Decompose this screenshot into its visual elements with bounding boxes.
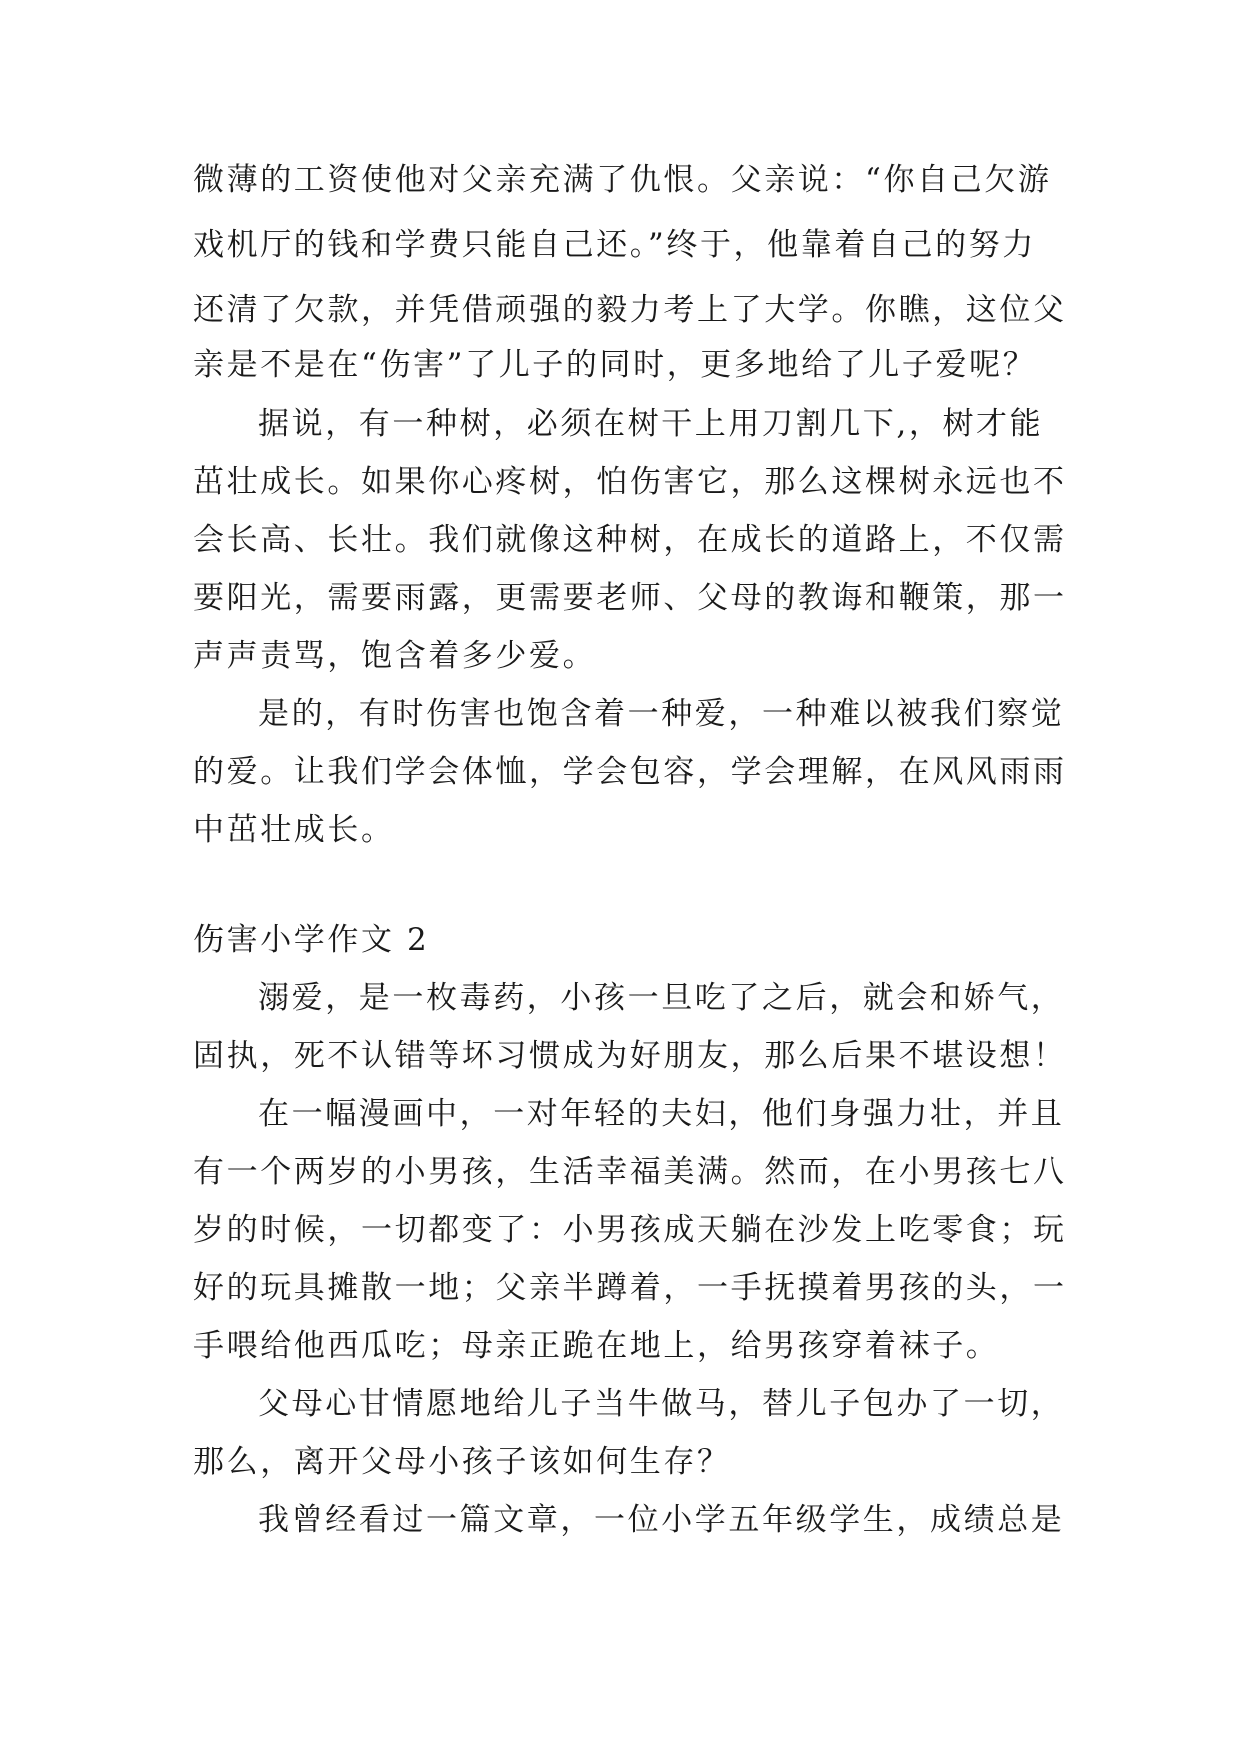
text-line: 还清了欠款，并凭借顽强的毅力考上了大学。你瞧，这位父 [193,292,1067,328]
text-line: 中茁壮成长。 [193,812,395,848]
text-line: 声声责骂，饱含着多少爱。 [193,638,597,674]
text-line: 岁的时候，一切都变了：小男孩成天躺在沙发上吃零食；玩 [193,1212,1067,1248]
text-line: 那么，离开父母小孩子该如何生存？ [193,1444,731,1480]
text-line: 亲是不是在“伤害”了儿子的同时，更多地给了儿子爱呢？ [193,347,1037,383]
text-line: 手喂给他西瓜吃；母亲正跪在地上，给男孩穿着袜子。 [193,1328,1000,1364]
paragraph-first-line: 我曾经看过一篇文章，一位小学五年级学生，成绩总是 [258,1502,1065,1538]
section-heading: 伤害小学作文 2 [193,922,430,958]
text-line: 好的玩具摊散一地；父亲半蹲着，一手抚摸着男孩的头，一 [193,1270,1067,1306]
text-line: 固执，死不认错等坏习惯成为好朋友，那么后果不堪设想！ [193,1038,1067,1074]
text-line: 戏机厅的钱和学费只能自己还。”终于，他靠着自己的努力 [193,227,1036,263]
text-line: 有一个两岁的小男孩，生活幸福美满。然而，在小男孩七八 [193,1154,1067,1190]
text-line: 要阳光，需要雨露，更需要老师、父母的教诲和鞭策，那一 [193,580,1067,616]
paragraph-first-line: 据说，有一种树，必须在树干上用刀割几下,，树才能 [258,406,1044,442]
paragraph-first-line: 溺爱，是一枚毒药，小孩一旦吃了之后，就会和娇气， [258,980,1065,1016]
paragraph-first-line: 父母心甘情愿地给儿子当牛做马，替儿子包办了一切， [258,1386,1065,1422]
paragraph-first-line: 在一幅漫画中，一对年轻的夫妇，他们身强力壮，并且 [258,1096,1065,1132]
text-line: 的爱。让我们学会体恤，学会包容，学会理解，在风风雨雨 [193,754,1067,790]
text-line: 茁壮成长。如果你心疼树，怕伤害它，那么这棵树永远也不 [193,464,1067,500]
paragraph-first-line: 是的，有时伤害也饱含着一种爱，一种难以被我们察觉 [258,696,1065,732]
text-line: 微薄的工资使他对父亲充满了仇恨。父亲说：“你自己欠游 [193,162,1052,198]
text-line: 会长高、长壮。我们就像这种树，在成长的道路上，不仅需 [193,522,1067,558]
